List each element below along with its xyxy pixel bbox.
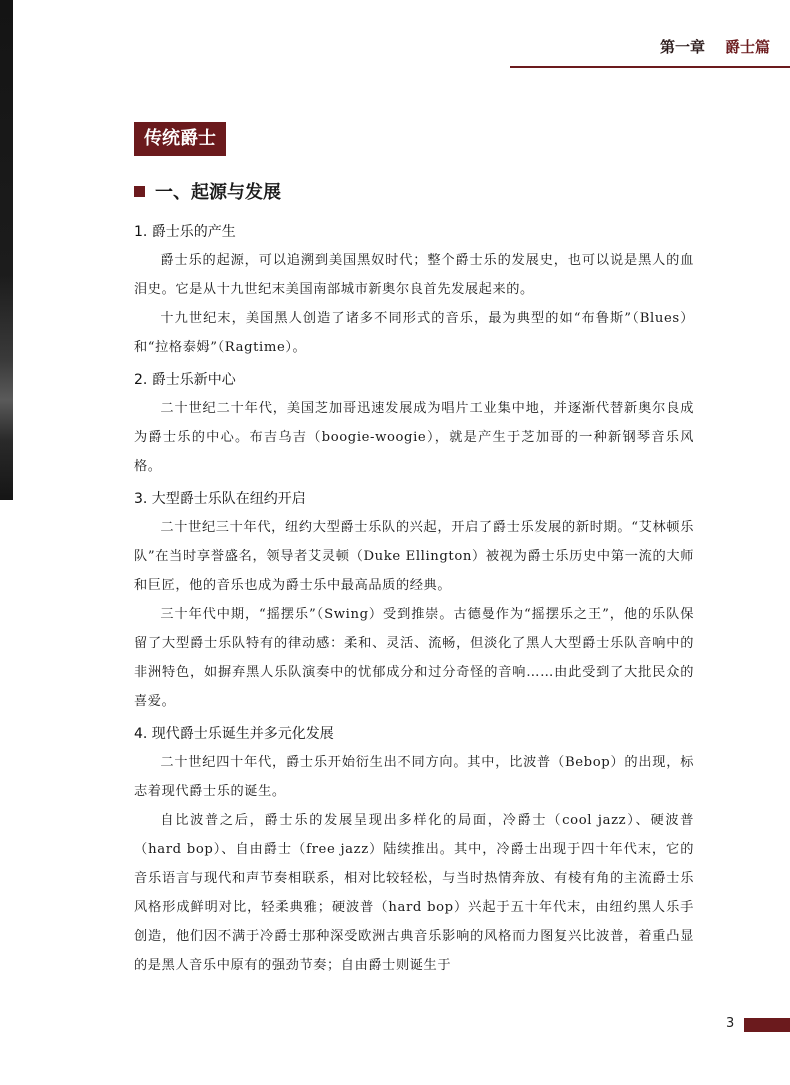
subsection-2 bbox=[134, 368, 694, 481]
running-header bbox=[660, 36, 770, 57]
paragraph: 二十世纪四十年代，爵士乐开始衍生出不同方向。其中，比波普（Bebop）的出现，标志着现代爵士乐的诞生。 bbox=[134, 755, 694, 799]
heading-square-icon bbox=[134, 186, 145, 197]
header-section: 爵士篇 bbox=[724, 38, 770, 56]
header-chapter: 第一章 bbox=[659, 38, 705, 56]
subsection-1 bbox=[134, 220, 694, 362]
subsection-3 bbox=[134, 487, 694, 716]
page-body bbox=[134, 176, 694, 980]
paragraph: 二十世纪二十年代，美国芝加哥迅速发展成为唱片工业集中地，并逐渐代替新奥尔良成为爵士乐的中心。布吉乌吉（boogie-woogie），就是产生于芝加哥的一种新钢琴音乐风格。 bbox=[134, 401, 694, 474]
page-number: 3 bbox=[726, 1016, 735, 1031]
main-heading bbox=[134, 176, 694, 206]
paragraph: 十九世纪末，美国黑人创造了诸多不同形式的音乐，最为典型的如“布鲁斯”（Blues）和“拉格泰姆”（Ragtime）。 bbox=[134, 311, 694, 355]
header-rule bbox=[510, 66, 790, 68]
section-banner: 传统爵士 bbox=[134, 122, 226, 156]
paragraph: 自比波普之后，爵士乐的发展呈现出多样化的局面，冷爵士（cool jazz）、硬波普（hard bop）、自由爵士（free jazz）陆续推出。其中，冷爵士出现于四十年代末，它的音乐语言与现代和声节奏相联系，相对比较轻松，与当时热情奔放、有棱有角的主流爵士乐风格形成鲜明对比，轻柔典雅；硬波普（hard bop）兴起于五十年代末，由纽约黑人乐手创造，他们因不满于冷爵士那种深受欧洲古典音乐影响的风格而力图复兴比波普，着重凸显的是黑人音乐中原有的强劲节奏；自由爵士则诞生于 bbox=[134, 813, 694, 973]
paragraph: 爵士乐的起源，可以追溯到美国黑奴时代；整个爵士乐的发展史，也可以说是黑人的血泪史。它是从十九世纪末美国南部城市新奥尔良首先发展起来的。 bbox=[134, 253, 694, 297]
subsection-title: 3. 大型爵士乐队在纽约开启 bbox=[134, 491, 306, 507]
subsection-4 bbox=[134, 722, 694, 980]
subsection-title: 4. 现代爵士乐诞生并多元化发展 bbox=[134, 726, 334, 742]
footer-bar bbox=[744, 1018, 790, 1032]
main-heading-text: 一、起源与发展 bbox=[155, 182, 281, 203]
paragraph: 二十世纪三十年代，纽约大型爵士乐队的兴起，开启了爵士乐发展的新时期。“艾林顿乐队”在当时享誉盛名，领导者艾灵顿（Duke Ellington）被视为爵士乐历史中第一流的大师和巨匠，他的音乐也成为爵士乐中最高品质的经典。 bbox=[134, 520, 694, 593]
paragraph: 三十年代中期，“摇摆乐”（Swing）受到推崇。古德曼作为“摇摆乐之王”，他的乐队保留了大型爵士乐队特有的律动感：柔和、灵活、流畅，但淡化了黑人大型爵士乐队音响中的非洲特色，如摒弃黑人乐队演奏中的忧郁成分和过分奇怪的音响……由此受到了大批民众的喜爱。 bbox=[134, 607, 694, 709]
book-spine-edge bbox=[0, 0, 13, 500]
subsection-title: 2. 爵士乐新中心 bbox=[134, 372, 236, 388]
subsection-title: 1. 爵士乐的产生 bbox=[134, 224, 236, 240]
